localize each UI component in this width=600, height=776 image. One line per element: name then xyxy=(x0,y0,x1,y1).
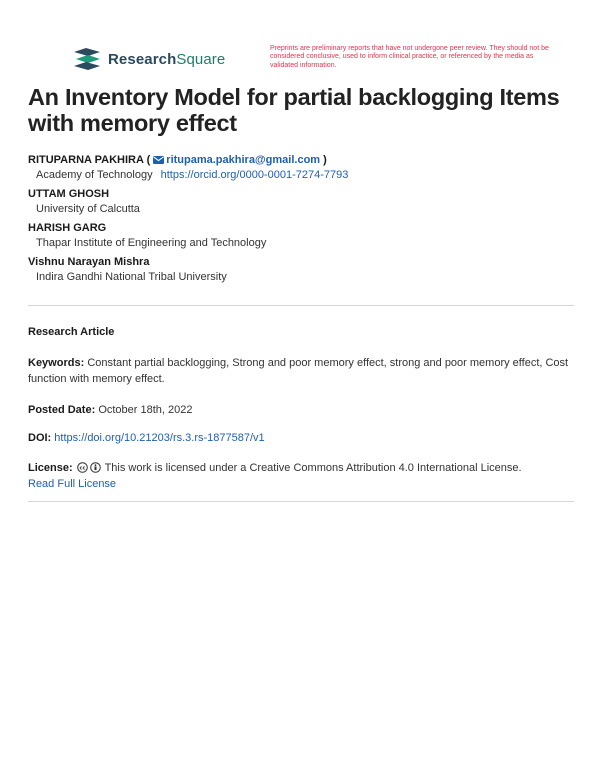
doi-label: DOI: xyxy=(28,432,52,444)
doi-row xyxy=(28,430,576,446)
read-full-license-link[interactable]: Read Full License xyxy=(28,478,117,490)
author-name: UTTAM GHOSH xyxy=(28,188,110,200)
license-label: License: xyxy=(28,462,73,474)
license-text: This work is licensed under a Creative Commons Attribution 4.0 International License. xyxy=(104,462,522,474)
author-name: RITUPARNA PAKHIRA xyxy=(28,154,144,166)
author-name-line xyxy=(28,153,576,167)
posted-date-label: Posted Date: xyxy=(28,404,96,416)
author-email-link[interactable]: ritupama.pakhira@gmail.com xyxy=(166,154,321,166)
envelope-icon xyxy=(153,156,164,164)
author-affiliation-line xyxy=(36,167,576,184)
author-affiliation: University of Calcutta xyxy=(36,203,140,215)
creative-commons-icon xyxy=(77,462,88,473)
author-entry xyxy=(28,255,576,286)
author-name: Vishnu Narayan Mishra xyxy=(28,256,150,268)
research-square-logo-icon xyxy=(74,48,102,70)
logo-wordmark xyxy=(108,51,225,68)
article-type-row xyxy=(28,324,576,340)
article-type: Research Article xyxy=(28,326,115,338)
section-divider xyxy=(28,501,574,502)
logo-name: Research xyxy=(108,50,177,68)
author-entry xyxy=(28,221,576,252)
author-affiliation: Academy of Technology xyxy=(36,169,153,181)
author-name: HARISH GARG xyxy=(28,222,107,234)
license-row xyxy=(28,460,576,492)
author-orcid-link[interactable]: https://orcid.org/0000-0001-7274-7793 xyxy=(160,169,349,181)
author-entry xyxy=(28,187,576,218)
paper-title: An Inventory Model for partial backlogging Items with memory effect xyxy=(28,84,560,136)
author-affiliation: Thapar Institute of Engineering and Technology xyxy=(36,237,267,249)
author-affiliation: Indira Gandhi National Tribal University xyxy=(36,271,227,283)
posted-date-row xyxy=(28,402,576,418)
author-entry xyxy=(28,153,576,184)
svg-text:cc: cc xyxy=(79,465,86,472)
keywords-row xyxy=(28,355,576,387)
author-list xyxy=(28,153,576,289)
author-email-wrap: ( ritupama.pakhira@gmail.com ) xyxy=(146,154,327,166)
doi-link[interactable]: https://doi.org/10.21203/rs.3.rs-1877587/v1 xyxy=(54,432,265,444)
preprint-notice: Preprints are preliminary reports that have not undergone peer review. They should not be considered conclusive, used to inform clinical practice, or referenced by the media as validated information. xyxy=(270,45,549,69)
keywords-label: Keywords: xyxy=(28,357,85,369)
logo-accent: Square xyxy=(176,50,226,68)
attribution-icon xyxy=(90,462,101,473)
keywords-value: Constant partial backlogging, Strong and poor memory effect, strong and poor memory effect, Cost function with memory effect. xyxy=(28,357,569,385)
research-square-logo[interactable] xyxy=(74,48,225,70)
posted-date-value: October 18th, 2022 xyxy=(98,404,193,416)
section-divider xyxy=(28,305,574,306)
